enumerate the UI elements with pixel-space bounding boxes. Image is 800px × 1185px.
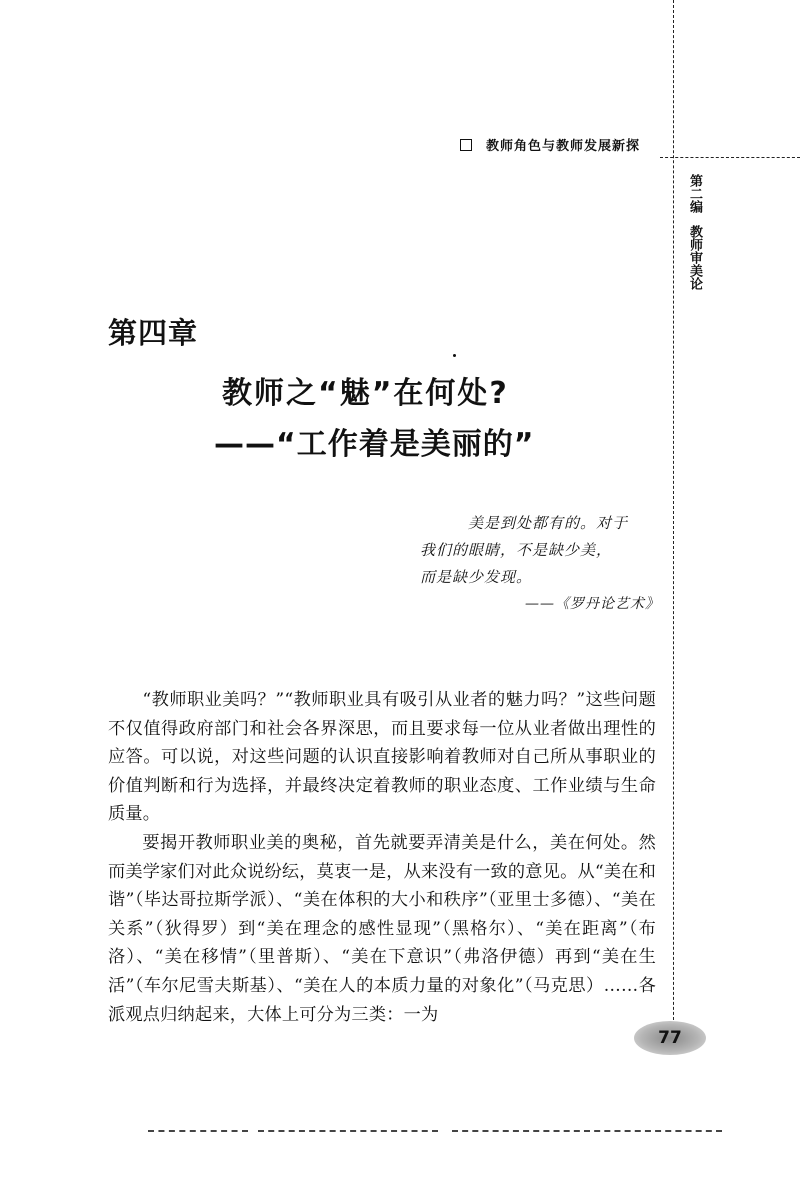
square-bullet-icon (460, 139, 472, 151)
chapter-title: 教师之“魅”在何处? (222, 376, 509, 411)
footer-rule (148, 1130, 248, 1132)
side-tab-part: 第二编 (687, 174, 702, 213)
running-header-text: 教师角色与教师发展新探 (486, 139, 641, 154)
page-number-badge (634, 1021, 706, 1055)
epigraph-line: 而是缺少发现。 (420, 568, 533, 586)
footer-rule (258, 1130, 438, 1132)
side-tab-section: 教师审美论 (687, 225, 702, 290)
body-text (108, 686, 656, 1029)
epigraph-line: 我们的眼睛，不是缺少美， (420, 541, 613, 559)
ink-dot (453, 354, 456, 357)
epigraph-line: 美是到处都有的。对于 (468, 514, 629, 532)
body-paragraph: “教师职业美吗？”“教师职业具有吸引从业者的魅力吗？”这些问题不仅值得政府部门和社会各界深思，而且要求每一位从业者做出理性的应答。可以说，对这些问题的认识直接影响着教师对自己所从事职业的价值判断和行为选择，并最终决定着教师的职业态度、工作业绩与生命质量。 (108, 690, 656, 825)
horizontal-dashed-guide (660, 157, 800, 158)
page-number: 77 (658, 1028, 682, 1048)
chapter-subtitle: ——“工作着是美丽的” (214, 427, 535, 462)
chapter-label: 第四章 (108, 316, 199, 350)
footer-rule (452, 1130, 722, 1132)
side-tab (680, 174, 702, 290)
epigraph-source: ——《罗丹论艺术》 (525, 596, 660, 612)
epigraph (420, 510, 660, 618)
running-header (460, 135, 640, 154)
body-paragraph: 要揭开教师职业美的奥秘，首先就要弄清美是什么，美在何处。然而美学家们对此众说纷纭，莫衷一是，从来没有一致的意见。从“美在和谐”（毕达哥拉斯学派）、“美在体积的大小和秩序”（亚里士多德）、“美在关系”（狄得罗）到“美在理念的感性显现”（黑格尔）、“美在距离”（布洛）、“美在移情”（里普斯）、“美在下意识”（弗洛伊德）再到“美在生活”（车尔尼雪夫斯基）、“美在人的本质力量的对象化”（马克思）……各派观点归纳起来，大体上可分为三类：一为 (108, 832, 657, 1025)
